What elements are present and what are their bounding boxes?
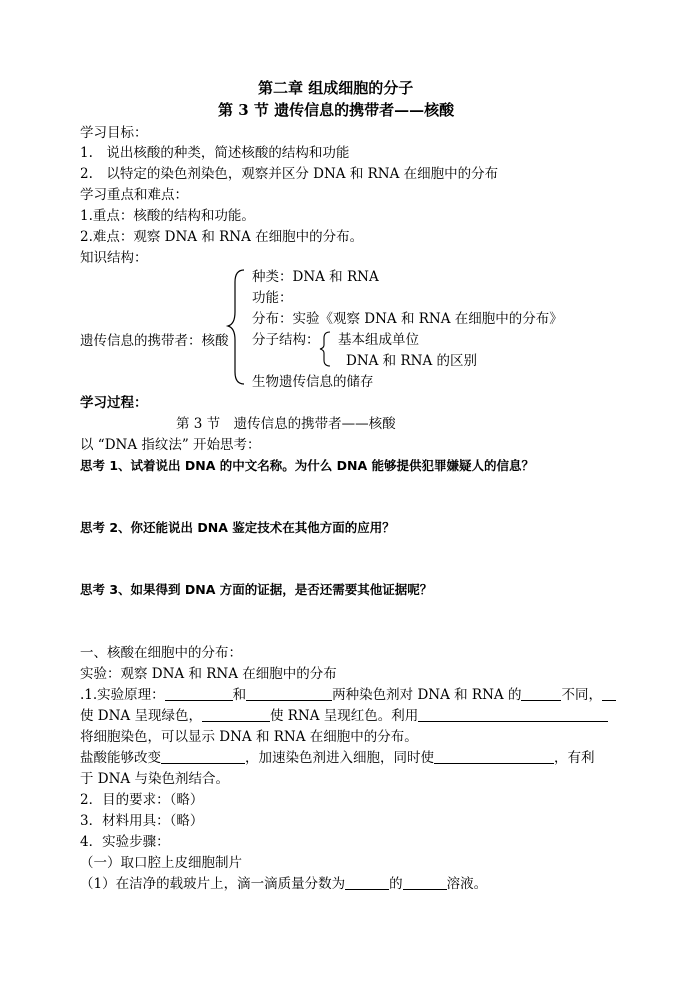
chapter-title: 第二章 组成细胞的分子 <box>258 79 414 97</box>
branch-storage: 生物遗传信息的储存 <box>252 374 374 390</box>
materials: 3．材料用具：（略） <box>80 813 204 829</box>
key-focus: 1.重点：核酸的结构和功能。 <box>80 208 255 224</box>
goals-heading: 学习目标： <box>80 125 148 141</box>
text: 溶液。 <box>446 876 488 892</box>
steps-heading: 4．实验步骤： <box>80 834 170 850</box>
principle-line-4 <box>80 749 595 767</box>
blank-field[interactable] <box>345 875 389 890</box>
text: ，有利 <box>554 750 595 766</box>
process-section-title: 第 3 节 遗传信息的携带者——核酸 <box>176 416 396 432</box>
branch-kind: 种类：DNA 和 RNA <box>252 269 379 285</box>
blank-field[interactable] <box>418 707 608 722</box>
text: 和 <box>232 687 247 703</box>
text: 的 <box>389 876 403 892</box>
principle-line-1 <box>80 686 616 704</box>
process-intro: 以 “DNA 指纹法” 开始思考： <box>80 437 261 453</box>
text: 使 RNA 呈现红色。利用 <box>269 708 419 724</box>
blank-field[interactable] <box>434 749 554 764</box>
blank-field[interactable] <box>246 686 332 701</box>
blank-field[interactable] <box>161 749 245 764</box>
experiment-title: 实验：观察 DNA 和 RNA 在细胞中的分布 <box>80 666 337 682</box>
step-group-1: （一）取口腔上皮细胞制片 <box>80 855 242 871</box>
sub-branch-difference: DNA 和 RNA 的区别 <box>346 353 477 369</box>
principle-line-3: 将细胞染色，可以显示 DNA 和 RNA 在细胞中的分布。 <box>80 729 418 745</box>
key-difficulty: 2.难点：观察 DNA 和 RNA 在细胞中的分布。 <box>80 229 364 245</box>
process-heading: 学习过程： <box>80 395 148 411</box>
requirements: 2．目的要求：（略） <box>80 792 204 808</box>
question-3: 思考 3、如果得到 DNA 方面的证据，是否还需要其他证据呢？ <box>80 582 433 597</box>
principle-line-2 <box>80 707 608 725</box>
keys-heading: 学习重点和难点： <box>80 187 188 203</box>
text: 盐酸能够改变 <box>80 750 161 766</box>
principle-line-5: 于 DNA 与染色剂结合。 <box>80 771 229 787</box>
blank-field[interactable] <box>521 686 561 701</box>
blank-field[interactable] <box>165 686 233 701</box>
blank-field[interactable] <box>602 686 616 701</box>
sub-branch-unit: 基本组成单位 <box>338 332 419 348</box>
branch-distribution: 分布：实验《观察 DNA 和 RNA 在细胞中的分布》 <box>252 311 563 327</box>
blank-field[interactable] <box>403 875 447 890</box>
main-brace <box>232 268 246 386</box>
branch-function: 功能： <box>252 290 293 306</box>
principle-label: .1.实验原理： <box>80 687 165 703</box>
goal-item-2: 2. 以特定的染色剂染色，观察并区分 DNA 和 RNA 在细胞中的分布 <box>80 166 499 182</box>
question-2: 思考 2、你还能说出 DNA 鉴定技术在其他方面的应用？ <box>80 520 395 535</box>
text: 两种染色剂对 DNA 和 RNA 的 <box>332 687 522 703</box>
step-1 <box>80 875 487 893</box>
part1-title: 一、核酸在细胞中的分布： <box>80 645 242 661</box>
question-1: 思考 1、试着说出 DNA 的中文名称。为什么 DNA 能够提供犯罪嫌疑人的信息？ <box>80 458 534 473</box>
structure-heading: 知识结构： <box>80 250 148 266</box>
structure-root: 遗传信息的携带者：核酸 <box>80 333 229 349</box>
text: 不同， <box>561 687 602 703</box>
section-title: 第 3 节 遗传信息的携带者——核酸 <box>218 101 455 119</box>
goal-item-1: 1. 说出核酸的种类，简述核酸的结构和功能 <box>80 145 350 161</box>
text: （1）在洁净的载玻片上，滴一滴质量分数为 <box>80 876 346 892</box>
branch-molecular-structure: 分子结构： <box>252 332 320 348</box>
text: ，加速染色剂进入细胞，同时使 <box>245 750 434 766</box>
sub-brace <box>320 331 332 367</box>
text: 使 DNA 呈现绿色， <box>80 708 202 724</box>
blank-field[interactable] <box>202 707 270 722</box>
